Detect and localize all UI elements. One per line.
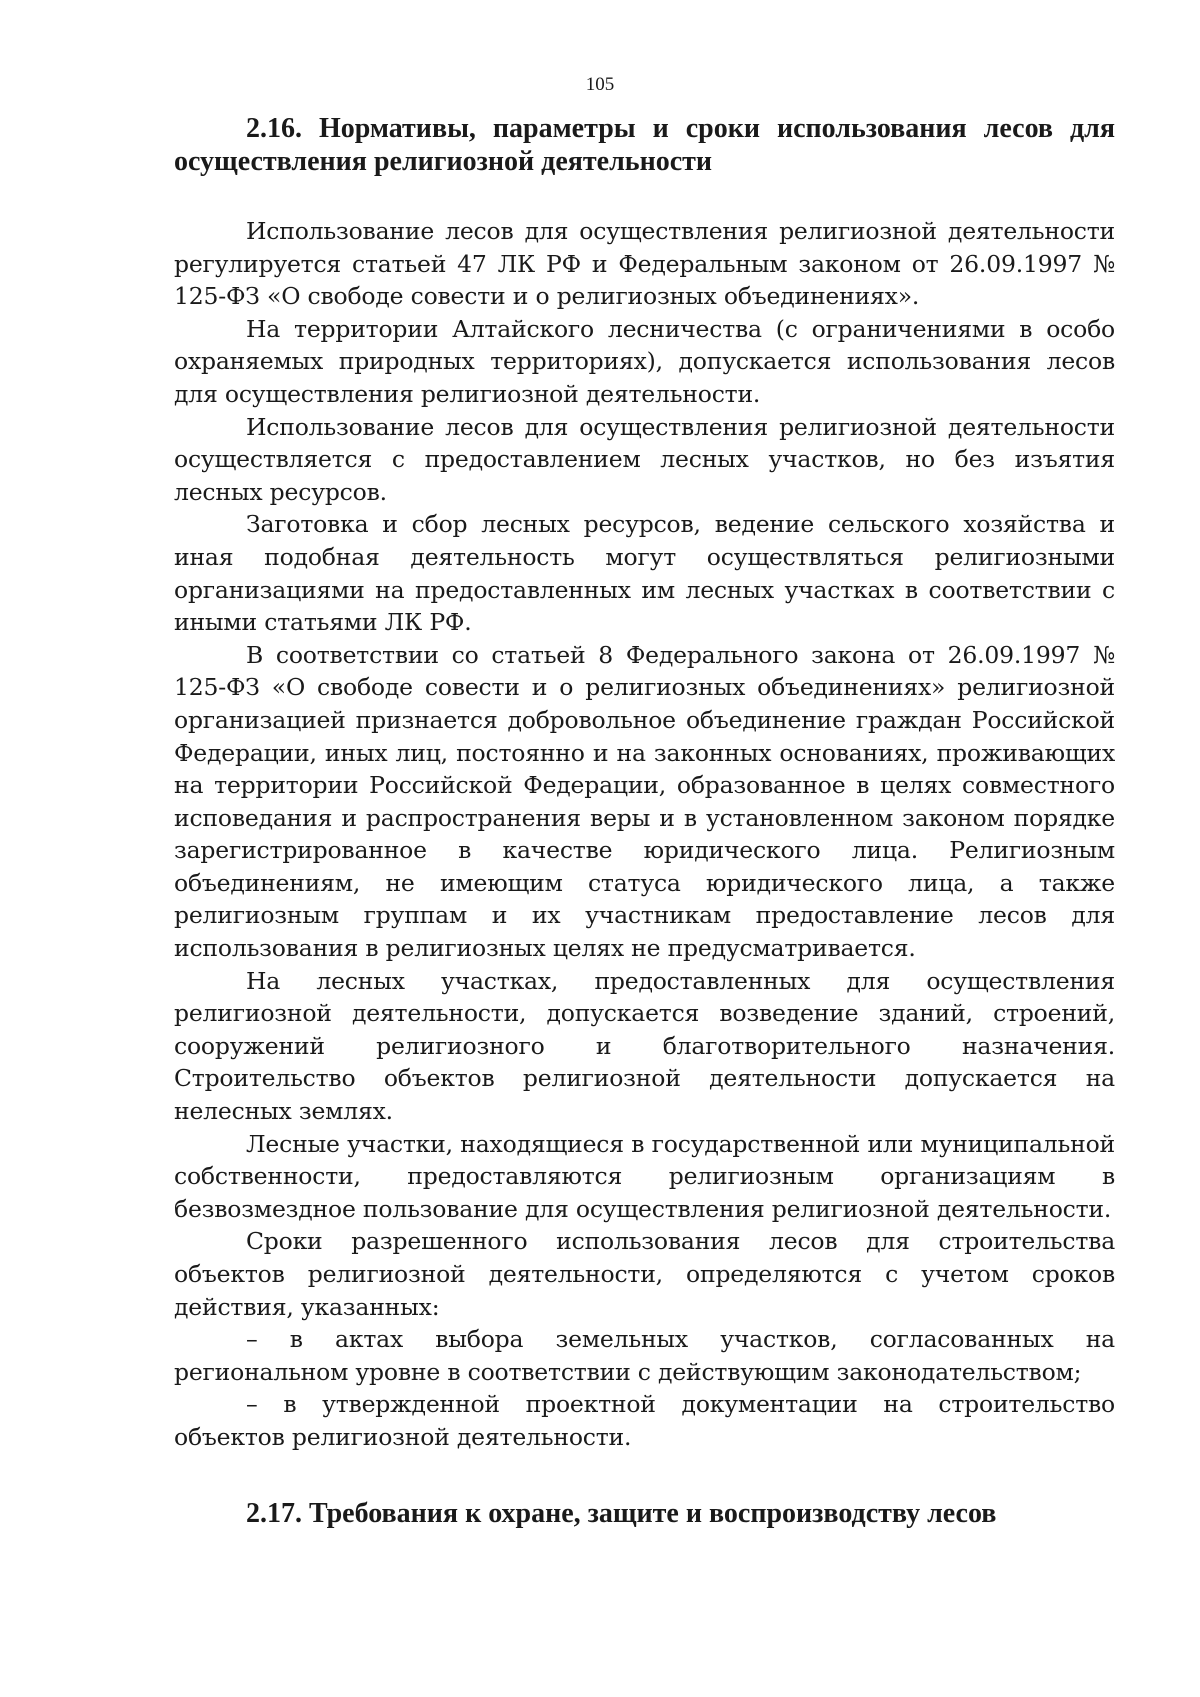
section-heading-2-17: 2.17. Требования к охране, защите и воспроизводству лесов <box>246 1497 997 1529</box>
page-number: 105 <box>585 74 615 95</box>
paragraph: На территории Алтайского лесничества (с ограничениями в особо охраняемых природных территориях), допускается использования лесов для осуществления религиозной деятельности. <box>174 314 1115 408</box>
document-body <box>174 112 1115 1530</box>
list-item: – в актах выбора земельных участков, согласованных на региональном уровне в соответствии с действующим законодательством; <box>174 1325 1115 1386</box>
list-item: – в утвержденной проектной документации на строительство объектов религиозной деятельности. <box>174 1390 1115 1451</box>
paragraph: Заготовка и сбор лесных ресурсов, ведение сельского хозяйства и иная подобная деятельность могут осуществляться религиозными организациями на предоставленных им лесных участках в соответствии с иными статьями ЛК РФ. <box>174 510 1115 637</box>
paragraph: Сроки разрешенного использования лесов для строительства объектов религиозной деятельности, определяются с учетом сроков действия, указанных: <box>174 1227 1115 1321</box>
section-heading-2-16: 2.16. Нормативы, параметры и сроки использования лесов для осуществления религиозной деятельности <box>174 113 1115 177</box>
paragraph: Лесные участки, находящиеся в государственной или муниципальной собственности, предоставляются религиозным организациям в безвозмездное пользование для осуществления религиозной деятельности. <box>174 1129 1115 1223</box>
paragraph: На лесных участках, предоставленных для осуществления религиозной деятельности, допускается возведение зданий, строений, сооружений религиозного и благотворительного назначения. Строительство объектов религиозной деятельности допускается на нелесных землях. <box>174 966 1115 1126</box>
paragraph: Использование лесов для осуществления религиозной деятельности осуществляется с предоставлением лесных участков, но без изъятия лесных ресурсов. <box>174 412 1115 506</box>
paragraph: В соответствии со статьей 8 Федерального закона от 26.09.1997 № 125-ФЗ «О свободе совести и о религиозных объединениях» религиозной организацией признается добровольное объединение граждан Российской Федерации, иных лиц, постоянно и на законных основаниях, проживающих на территории Российской Федерации, образованное в целях совместного исповедания и распространения веры и в установленном законом порядке зарегистрированное в качестве юридического лица. Религиозным объединениям, не имеющим статуса юридического лица, а также религиозным группам и их участникам предоставление лесов для использования в религиозных целях не предусматривается. <box>174 640 1115 963</box>
paragraph: Использование лесов для осуществления религиозной деятельности регулируется статьей 47 ЛК РФ и Федеральным законом от 26.09.1997 № 125-ФЗ «О свободе совести и о религиозных объединениях». <box>174 217 1115 311</box>
